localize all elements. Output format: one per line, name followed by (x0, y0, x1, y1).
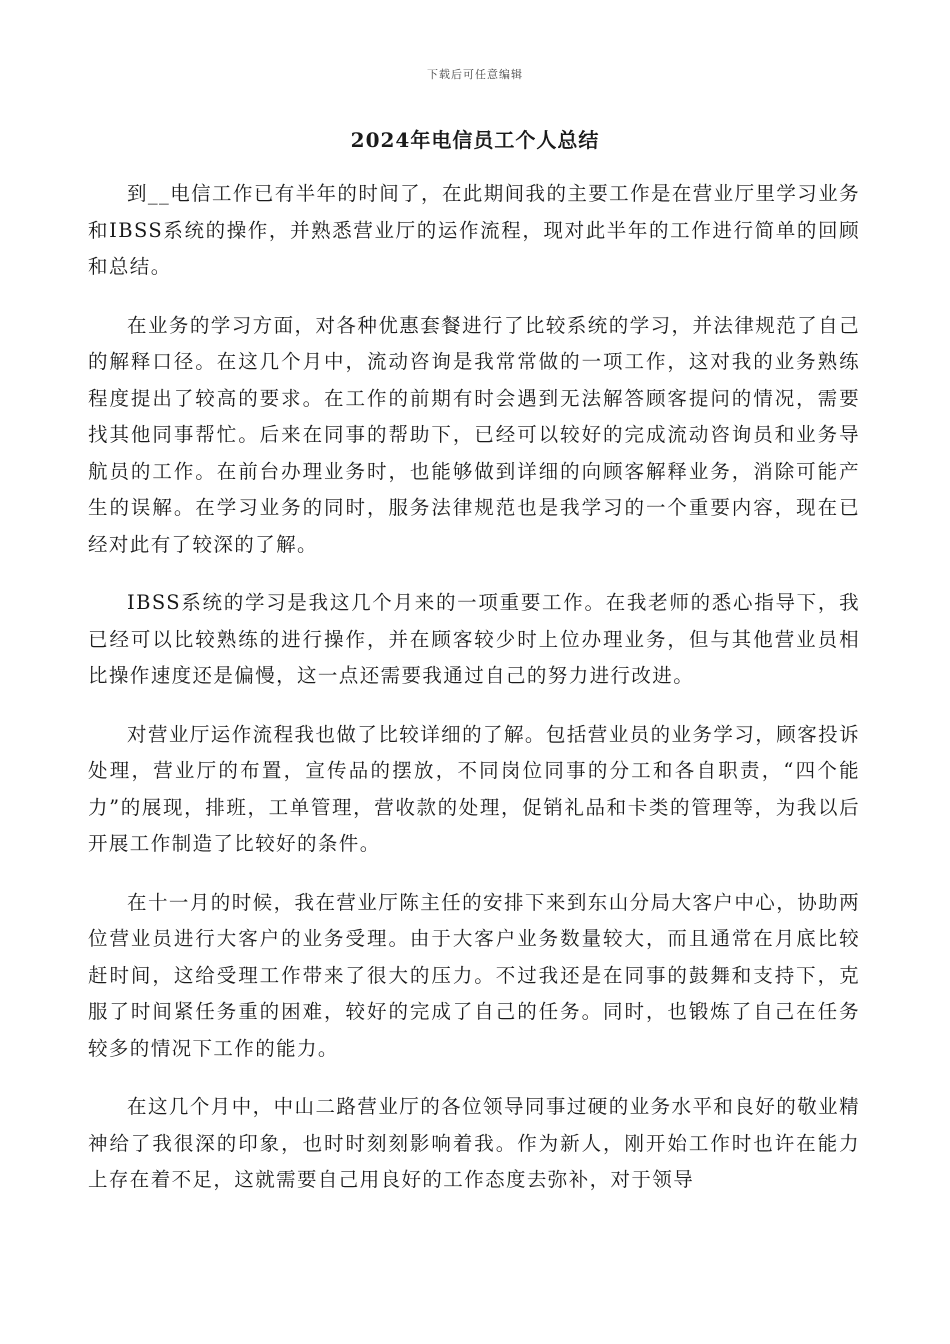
paragraph-colleagues: 在这几个月中，中山二路营业厅的各位领导同事过硬的业务水平和良好的敬业精神给了我很深的印象，也时时刻刻影响着我。作为新人，刚开始工作时也许在能力上存在着不足，这就需要自己用良好的工作态度去弥补，对于领导 (88, 1095, 860, 1191)
paragraph-ibss-system: IBSS系统的学习是我这几个月来的一项重要工作。在我老师的悉心指导下，我已经可以比较熟练的进行操作，并在顾客较少时上位办理业务，但与其他营业员相比操作速度还是偏慢，这一点还需要我通过自己的努力进行改进。 (88, 591, 860, 687)
document-body (88, 176, 860, 1221)
paragraph-key-accounts: 在十一月的时候，我在营业厅陈主任的安排下来到东山分局大客户中心，协助两位营业员进行大客户的业务受理。由于大客户业务数量较大，而且通常在月底比较赶时间，这给受理工作带来了很大的压力。不过我还是在同事的鼓舞和支持下，克服了时间紧任务重的困难，较好的完成了自己的任务。同时，也锻炼了自己在任务较多的情况下工作的能力。 (88, 890, 860, 1060)
paragraph-operation-process: 对营业厅运作流程我也做了比较详细的了解。包括营业员的业务学习，顾客投诉处理，营业厅的布置，宣传品的摆放，不同岗位同事的分工和各自职责，“四个能力”的展现，排班，工单管理，营收款的处理，促销礼品和卡类的管理等，为我以后开展工作制造了比较好的条件。 (88, 722, 860, 855)
paragraph-intro: 到__电信工作已有半年的时间了，在此期间我的主要工作是在营业厅里学习业务和IBSS系统的操作，并熟悉营业厅的运作流程，现对此半年的工作进行简单的回顾和总结。 (88, 182, 860, 278)
document-title: 2024年电信员工个人总结 (350, 128, 600, 152)
download-note: 下载后可任意编辑 (427, 68, 523, 81)
paragraph-business-learning: 在业务的学习方面，对各种优惠套餐进行了比较系统的学习，并法律规范了自己的解释口径。在这几个月中，流动咨询是我常常做的一项工作，这对我的业务熟练程度提出了较高的要求。在工作的前期有时会遇到无法解答顾客提问的情况，需要找其他同事帮忙。后来在同事的帮助下，已经可以较好的完成流动咨询员和业务导航员的工作。在前台办理业务时，也能够做到详细的向顾客解释业务，消除可能产生的误解。在学习业务的同时，服务法律规范也是我学习的一个重要内容，现在已经对此有了较深的了解。 (88, 313, 860, 556)
